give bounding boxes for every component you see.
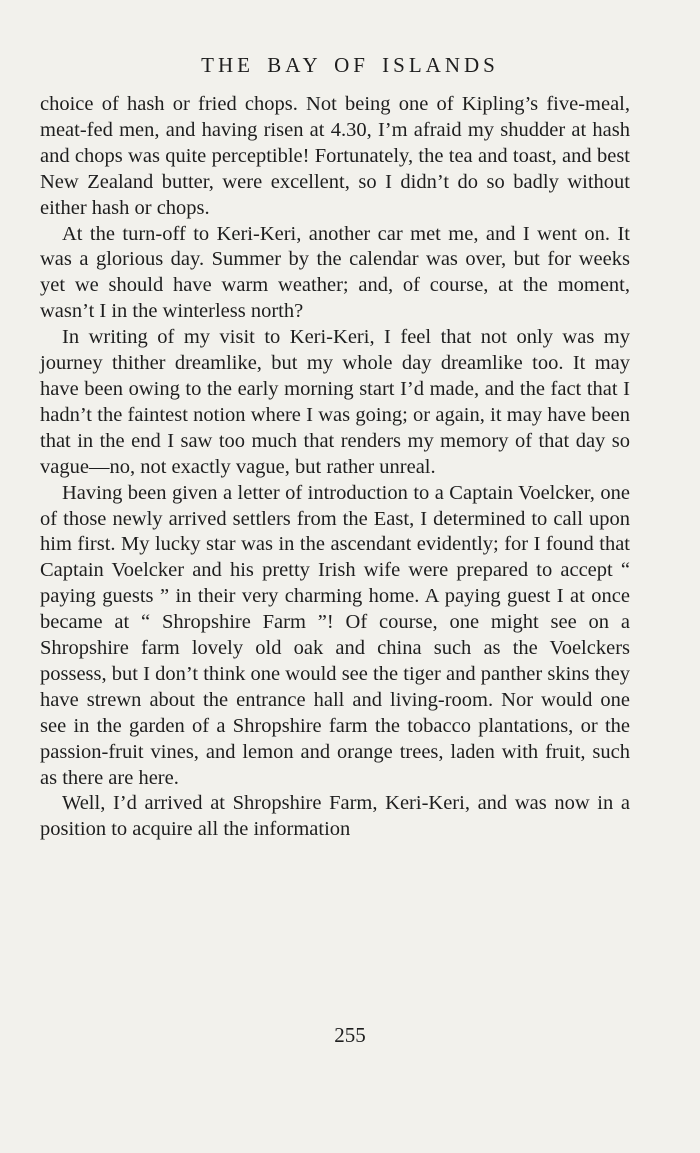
body-text xyxy=(40,92,630,843)
page-number: 255 xyxy=(334,1023,366,1047)
paragraph-2: At the turn-off to Keri-Keri, another car met me, and I went on. It was a glorious day. Summer by the calendar was over, but for weeks yet we should have warm weather; and, of course, at the moment, wasn’t I in the winterless north? xyxy=(40,222,630,323)
running-head: THE BAY OF ISLANDS xyxy=(201,53,499,77)
paragraph-1: choice of hash or fried chops. Not being one of Kipling’s five-meal, meat-fed men, and having risen at 4.30, I’m afraid my shudder at hash and chops was quite perceptible! Fortunately, the tea and toast, and best New Zealand butter, were excellent, so I didn’t do so badly without either hash or chops. xyxy=(40,93,630,219)
paragraph-3: In writing of my visit to Keri-Keri, I feel that not only was my journey thither dreamlike, but my whole day dreamlike too. It may have been owing to the early morning start I’d made, and the fact that I hadn’t the faintest notion where I was going; or again, it may have been that in the end I saw too much that renders my memory of that day so vague—no, not exactly vague, but rather unreal. xyxy=(40,326,630,478)
paragraph-5: Well, I’d arrived at Shropshire Farm, Keri-Keri, and was now in a position to acquire all the information xyxy=(40,792,630,841)
paragraph-4: Having been given a letter of introduction to a Captain Voelcker, one of those newly arrived settlers from the East, I determined to call upon him first. My lucky star was in the ascendant evidently; for I found that Captain Voelcker and his pretty Irish wife were prepared to accept “ paying guests ” in their very charming home. A paying guest I at once became at “ Shropshire Farm ”! Of course, one might see on a Shropshire farm lovely old oak and china such as the Voelckers possess, but I don’t think one would see the tiger and panther skins they have strewn about the entrance hall and living-room. Nor would one see in the garden of a Shropshire farm the tobacco plantations, or the passion-fruit vines, and lemon and orange trees, laden with fruit, such as there are here. xyxy=(40,481,630,789)
